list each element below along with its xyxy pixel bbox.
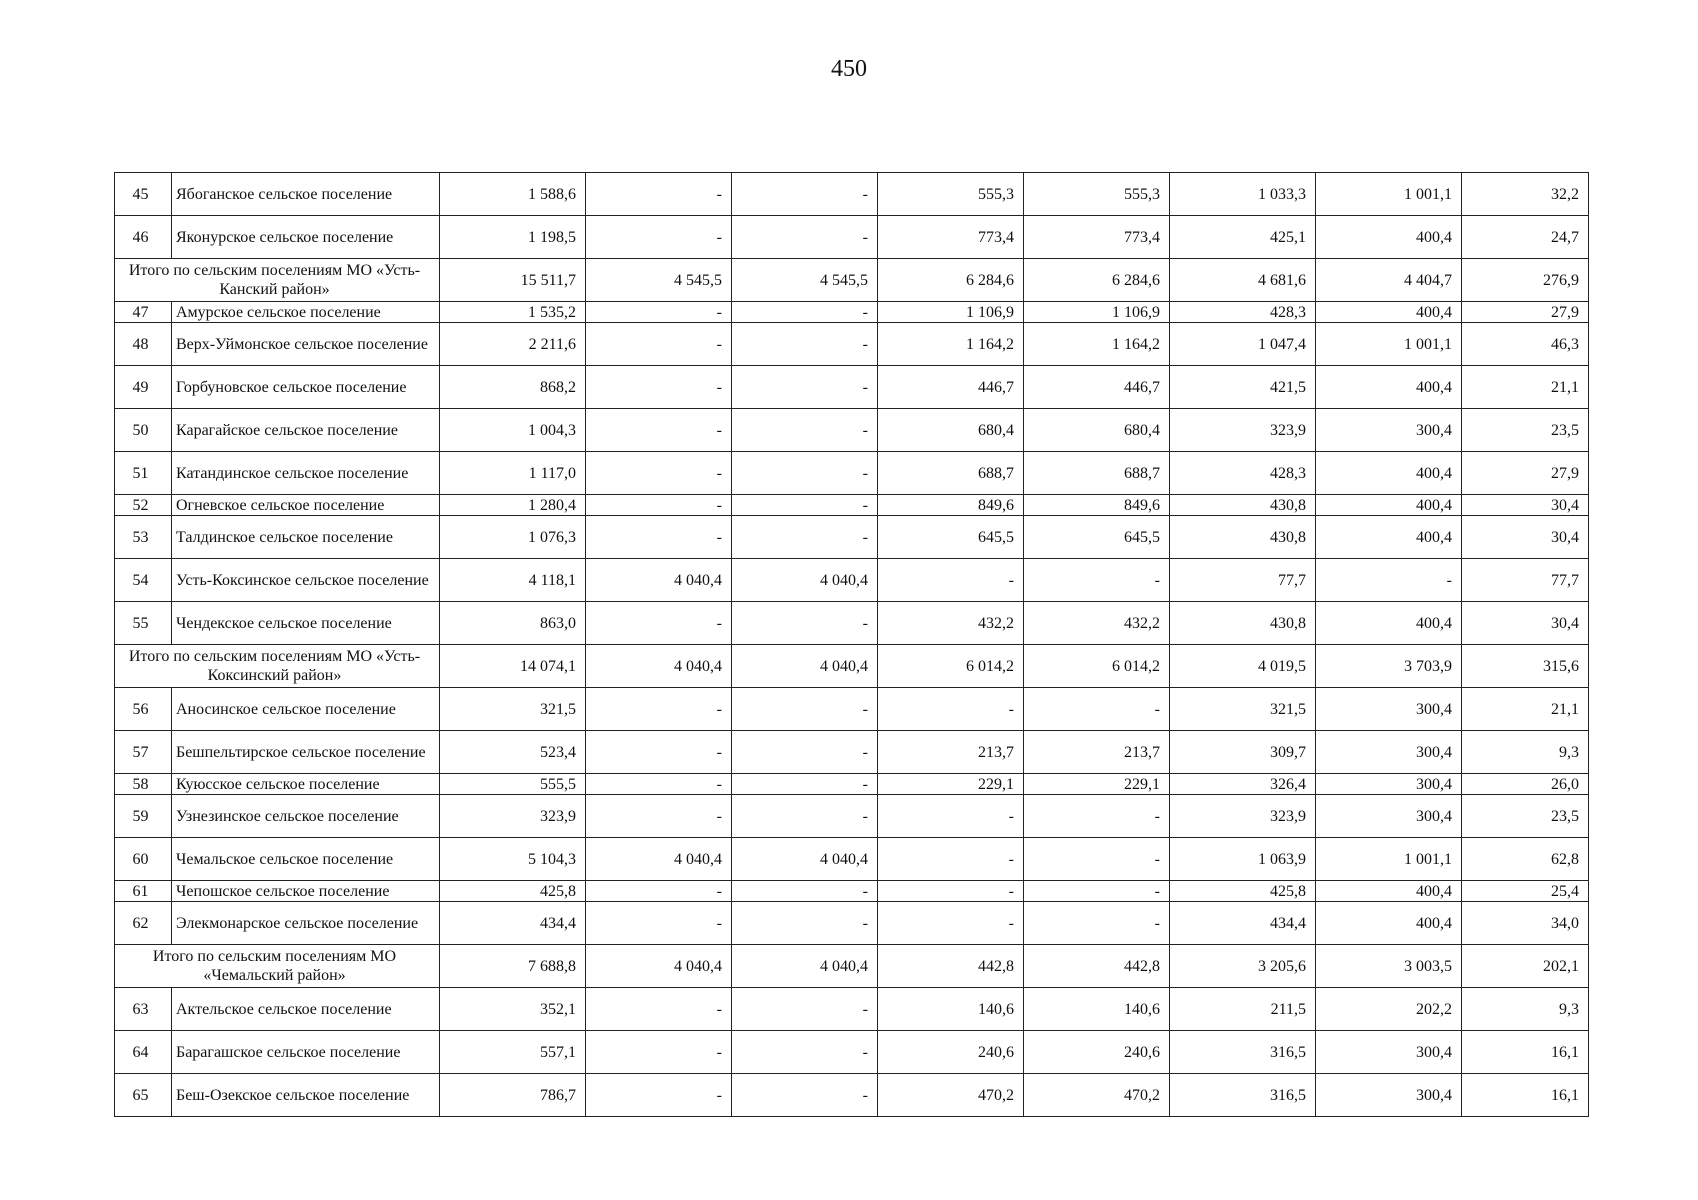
row-number: 62 — [115, 902, 172, 945]
value-cell-2: 4 040,4 — [586, 559, 732, 602]
value-cell-7: 400,4 — [1316, 602, 1462, 645]
value-cell-4: 688,7 — [878, 452, 1024, 495]
value-cell-5: - — [1024, 881, 1170, 902]
value-cell-4: - — [878, 688, 1024, 731]
value-cell-6: 316,5 — [1170, 1031, 1316, 1074]
value-cell-5: 240,6 — [1024, 1031, 1170, 1074]
value-cell-4: 6 014,2 — [878, 645, 1024, 688]
value-cell-2: - — [586, 688, 732, 731]
value-cell-7: 400,4 — [1316, 452, 1462, 495]
table-row — [115, 409, 1589, 452]
value-cell-6: 323,9 — [1170, 409, 1316, 452]
value-cell-6: 1 033,3 — [1170, 173, 1316, 216]
value-cell-3: - — [732, 173, 878, 216]
value-cell-5: - — [1024, 795, 1170, 838]
page-number: 450 — [831, 56, 867, 82]
value-cell-7: 300,4 — [1316, 774, 1462, 795]
value-cell-2: 4 040,4 — [586, 945, 732, 988]
settlement-name: Аносинское сельское поселение — [172, 688, 440, 731]
value-cell-8: 25,4 — [1462, 881, 1589, 902]
value-cell-3: 4 040,4 — [732, 645, 878, 688]
value-cell-1: 7 688,8 — [440, 945, 586, 988]
value-cell-3: - — [732, 988, 878, 1031]
value-cell-7: 400,4 — [1316, 881, 1462, 902]
table-row — [115, 302, 1589, 323]
value-cell-8: 315,6 — [1462, 645, 1589, 688]
value-cell-2: - — [586, 988, 732, 1031]
row-number: 65 — [115, 1074, 172, 1117]
row-number: 64 — [115, 1031, 172, 1074]
value-cell-7: 4 404,7 — [1316, 259, 1462, 302]
value-cell-5: 849,6 — [1024, 495, 1170, 516]
value-cell-1: 14 074,1 — [440, 645, 586, 688]
budget-table — [114, 172, 1589, 1117]
value-cell-2: - — [586, 795, 732, 838]
value-cell-2: - — [586, 409, 732, 452]
value-cell-6: 428,3 — [1170, 302, 1316, 323]
value-cell-3: - — [732, 881, 878, 902]
value-cell-7: 1 001,1 — [1316, 323, 1462, 366]
value-cell-5: - — [1024, 688, 1170, 731]
value-cell-8: 30,4 — [1462, 516, 1589, 559]
row-number: 57 — [115, 731, 172, 774]
value-cell-5: - — [1024, 559, 1170, 602]
value-cell-1: 323,9 — [440, 795, 586, 838]
value-cell-7: 300,4 — [1316, 1074, 1462, 1117]
value-cell-8: 16,1 — [1462, 1074, 1589, 1117]
value-cell-3: - — [732, 323, 878, 366]
value-cell-4: 849,6 — [878, 495, 1024, 516]
value-cell-4: - — [878, 795, 1024, 838]
value-cell-7: 300,4 — [1316, 409, 1462, 452]
table-row — [115, 731, 1589, 774]
value-cell-1: 4 118,1 — [440, 559, 586, 602]
value-cell-7: 1 001,1 — [1316, 838, 1462, 881]
row-number: 63 — [115, 988, 172, 1031]
value-cell-2: - — [586, 774, 732, 795]
settlement-name: Чемальское сельское поселение — [172, 838, 440, 881]
value-cell-6: 430,8 — [1170, 602, 1316, 645]
settlement-name: Барагашское сельское поселение — [172, 1031, 440, 1074]
value-cell-3: - — [732, 216, 878, 259]
value-cell-5: 6 014,2 — [1024, 645, 1170, 688]
value-cell-4: 140,6 — [878, 988, 1024, 1031]
value-cell-3: - — [732, 688, 878, 731]
table-row — [115, 559, 1589, 602]
row-number: 47 — [115, 302, 172, 323]
table-row — [115, 774, 1589, 795]
value-cell-3: - — [732, 602, 878, 645]
table-row — [115, 452, 1589, 495]
value-cell-6: 309,7 — [1170, 731, 1316, 774]
value-cell-2: - — [586, 902, 732, 945]
value-cell-5: 229,1 — [1024, 774, 1170, 795]
row-number: 58 — [115, 774, 172, 795]
value-cell-8: 27,9 — [1462, 302, 1589, 323]
value-cell-4: 442,8 — [878, 945, 1024, 988]
value-cell-2: - — [586, 366, 732, 409]
value-cell-2: 4 040,4 — [586, 838, 732, 881]
value-cell-2: 4 545,5 — [586, 259, 732, 302]
value-cell-4: - — [878, 838, 1024, 881]
value-cell-6: 1 047,4 — [1170, 323, 1316, 366]
settlement-name: Горбуновское сельское поселение — [172, 366, 440, 409]
value-cell-7: 400,4 — [1316, 516, 1462, 559]
table-row — [115, 516, 1589, 559]
row-number: 50 — [115, 409, 172, 452]
value-cell-6: 4 681,6 — [1170, 259, 1316, 302]
value-cell-3: - — [732, 731, 878, 774]
value-cell-6: 211,5 — [1170, 988, 1316, 1031]
value-cell-8: 16,1 — [1462, 1031, 1589, 1074]
value-cell-2: - — [586, 452, 732, 495]
value-cell-8: 34,0 — [1462, 902, 1589, 945]
settlement-name: Чендекское сельское поселение — [172, 602, 440, 645]
table-row — [115, 838, 1589, 881]
value-cell-7: 300,4 — [1316, 795, 1462, 838]
value-cell-5: 680,4 — [1024, 409, 1170, 452]
table-row — [115, 688, 1589, 731]
value-cell-4: 645,5 — [878, 516, 1024, 559]
row-number: 51 — [115, 452, 172, 495]
settlement-name: Бешпельтирское сельское поселение — [172, 731, 440, 774]
value-cell-8: 24,7 — [1462, 216, 1589, 259]
table-row — [115, 988, 1589, 1031]
value-cell-5: 213,7 — [1024, 731, 1170, 774]
value-cell-1: 1 588,6 — [440, 173, 586, 216]
value-cell-4: 6 284,6 — [878, 259, 1024, 302]
value-cell-6: 4 019,5 — [1170, 645, 1316, 688]
value-cell-4: 240,6 — [878, 1031, 1024, 1074]
table-row — [115, 323, 1589, 366]
value-cell-2: - — [586, 302, 732, 323]
row-number: 48 — [115, 323, 172, 366]
value-cell-6: 316,5 — [1170, 1074, 1316, 1117]
value-cell-3: - — [732, 409, 878, 452]
value-cell-3: - — [732, 452, 878, 495]
table-row — [115, 1031, 1589, 1074]
value-cell-6: 323,9 — [1170, 795, 1316, 838]
value-cell-4: - — [878, 902, 1024, 945]
value-cell-5: 6 284,6 — [1024, 259, 1170, 302]
settlement-name: Яконурское сельское поселение — [172, 216, 440, 259]
settlement-name: Элекмонарское сельское поселение — [172, 902, 440, 945]
table-row — [115, 902, 1589, 945]
value-cell-1: 523,4 — [440, 731, 586, 774]
value-cell-4: 1 164,2 — [878, 323, 1024, 366]
value-cell-8: 32,2 — [1462, 173, 1589, 216]
settlement-name: Беш-Озекское сельское поселение — [172, 1074, 440, 1117]
value-cell-8: 30,4 — [1462, 602, 1589, 645]
value-cell-5: - — [1024, 838, 1170, 881]
value-cell-7: 400,4 — [1316, 366, 1462, 409]
value-cell-4: - — [878, 881, 1024, 902]
row-number: 61 — [115, 881, 172, 902]
value-cell-3: - — [732, 302, 878, 323]
value-cell-2: 4 040,4 — [586, 645, 732, 688]
value-cell-5: 446,7 — [1024, 366, 1170, 409]
row-number: 52 — [115, 495, 172, 516]
value-cell-1: 352,1 — [440, 988, 586, 1031]
row-number: 54 — [115, 559, 172, 602]
settlement-name: Узнезинское сельское поселение — [172, 795, 440, 838]
value-cell-2: - — [586, 731, 732, 774]
value-cell-5: 442,8 — [1024, 945, 1170, 988]
value-cell-2: - — [586, 216, 732, 259]
value-cell-6: 421,5 — [1170, 366, 1316, 409]
table-row — [115, 602, 1589, 645]
value-cell-5: 688,7 — [1024, 452, 1170, 495]
value-cell-3: - — [732, 366, 878, 409]
value-cell-1: 1 535,2 — [440, 302, 586, 323]
value-cell-6: 1 063,9 — [1170, 838, 1316, 881]
value-cell-4: 1 106,9 — [878, 302, 1024, 323]
value-cell-6: 430,8 — [1170, 516, 1316, 559]
value-cell-3: - — [732, 774, 878, 795]
value-cell-3: - — [732, 495, 878, 516]
value-cell-4: 773,4 — [878, 216, 1024, 259]
value-cell-4: 213,7 — [878, 731, 1024, 774]
total-row — [115, 259, 1589, 302]
value-cell-5: 432,2 — [1024, 602, 1170, 645]
settlement-name: Огневское сельское поселение — [172, 495, 440, 516]
total-label: Итого по сельским поселениям МО «Усть-Канский район» — [115, 259, 440, 302]
value-cell-1: 786,7 — [440, 1074, 586, 1117]
value-cell-2: - — [586, 1074, 732, 1117]
value-cell-4: 470,2 — [878, 1074, 1024, 1117]
value-cell-1: 1 076,3 — [440, 516, 586, 559]
total-row — [115, 945, 1589, 988]
value-cell-1: 1 280,4 — [440, 495, 586, 516]
value-cell-4: 680,4 — [878, 409, 1024, 452]
value-cell-4: 555,3 — [878, 173, 1024, 216]
value-cell-8: 23,5 — [1462, 795, 1589, 838]
table-row — [115, 366, 1589, 409]
value-cell-5: 645,5 — [1024, 516, 1170, 559]
value-cell-3: - — [732, 516, 878, 559]
value-cell-6: 425,8 — [1170, 881, 1316, 902]
value-cell-1: 2 211,6 — [440, 323, 586, 366]
value-cell-8: 202,1 — [1462, 945, 1589, 988]
value-cell-6: 77,7 — [1170, 559, 1316, 602]
value-cell-1: 434,4 — [440, 902, 586, 945]
value-cell-1: 425,8 — [440, 881, 586, 902]
value-cell-3: 4 040,4 — [732, 838, 878, 881]
value-cell-2: - — [586, 1031, 732, 1074]
value-cell-6: 326,4 — [1170, 774, 1316, 795]
value-cell-8: 21,1 — [1462, 688, 1589, 731]
value-cell-1: 321,5 — [440, 688, 586, 731]
settlement-name: Актельское сельское поселение — [172, 988, 440, 1031]
value-cell-7: 300,4 — [1316, 688, 1462, 731]
value-cell-1: 1 004,3 — [440, 409, 586, 452]
value-cell-4: - — [878, 559, 1024, 602]
settlement-name: Катандинское сельское поселение — [172, 452, 440, 495]
value-cell-4: 432,2 — [878, 602, 1024, 645]
row-number: 60 — [115, 838, 172, 881]
value-cell-1: 5 104,3 — [440, 838, 586, 881]
value-cell-4: 446,7 — [878, 366, 1024, 409]
value-cell-8: 21,1 — [1462, 366, 1589, 409]
value-cell-5: 140,6 — [1024, 988, 1170, 1031]
value-cell-8: 62,8 — [1462, 838, 1589, 881]
value-cell-7: 3 003,5 — [1316, 945, 1462, 988]
row-number: 53 — [115, 516, 172, 559]
value-cell-6: 428,3 — [1170, 452, 1316, 495]
value-cell-1: 1 117,0 — [440, 452, 586, 495]
table-row — [115, 795, 1589, 838]
value-cell-2: - — [586, 602, 732, 645]
value-cell-2: - — [586, 173, 732, 216]
total-label: Итого по сельским поселениям МО «Чемальский район» — [115, 945, 440, 988]
settlement-name: Куюсское сельское поселение — [172, 774, 440, 795]
value-cell-8: 30,4 — [1462, 495, 1589, 516]
value-cell-8: 9,3 — [1462, 988, 1589, 1031]
settlement-name: Ябоганское сельское поселение — [172, 173, 440, 216]
value-cell-5: 470,2 — [1024, 1074, 1170, 1117]
settlement-name: Верх-Уймонское сельское поселение — [172, 323, 440, 366]
value-cell-7: 300,4 — [1316, 1031, 1462, 1074]
value-cell-7: 400,4 — [1316, 495, 1462, 516]
value-cell-1: 555,5 — [440, 774, 586, 795]
value-cell-7: 300,4 — [1316, 731, 1462, 774]
settlement-name: Усть-Коксинское сельское поселение — [172, 559, 440, 602]
total-label: Итого по сельским поселениям МО «Усть-Коксинский район» — [115, 645, 440, 688]
value-cell-3: 4 040,4 — [732, 559, 878, 602]
value-cell-5: 1 164,2 — [1024, 323, 1170, 366]
value-cell-7: 400,4 — [1316, 902, 1462, 945]
row-number: 46 — [115, 216, 172, 259]
value-cell-3: - — [732, 902, 878, 945]
value-cell-5: 1 106,9 — [1024, 302, 1170, 323]
table-row — [115, 495, 1589, 516]
table-row — [115, 1074, 1589, 1117]
value-cell-5: - — [1024, 902, 1170, 945]
value-cell-7: 400,4 — [1316, 216, 1462, 259]
settlement-name: Карагайское сельское поселение — [172, 409, 440, 452]
settlement-name: Талдинское сельское поселение — [172, 516, 440, 559]
value-cell-7: - — [1316, 559, 1462, 602]
value-cell-3: 4 040,4 — [732, 945, 878, 988]
value-cell-3: 4 545,5 — [732, 259, 878, 302]
row-number: 49 — [115, 366, 172, 409]
value-cell-7: 1 001,1 — [1316, 173, 1462, 216]
total-row — [115, 645, 1589, 688]
value-cell-2: - — [586, 516, 732, 559]
value-cell-7: 202,2 — [1316, 988, 1462, 1031]
value-cell-8: 276,9 — [1462, 259, 1589, 302]
value-cell-2: - — [586, 323, 732, 366]
table-row — [115, 881, 1589, 902]
value-cell-6: 434,4 — [1170, 902, 1316, 945]
value-cell-8: 77,7 — [1462, 559, 1589, 602]
value-cell-6: 425,1 — [1170, 216, 1316, 259]
value-cell-8: 9,3 — [1462, 731, 1589, 774]
value-cell-3: - — [732, 795, 878, 838]
value-cell-3: - — [732, 1074, 878, 1117]
value-cell-4: 229,1 — [878, 774, 1024, 795]
value-cell-6: 321,5 — [1170, 688, 1316, 731]
value-cell-2: - — [586, 881, 732, 902]
value-cell-5: 773,4 — [1024, 216, 1170, 259]
row-number: 56 — [115, 688, 172, 731]
row-number: 59 — [115, 795, 172, 838]
row-number: 45 — [115, 173, 172, 216]
value-cell-1: 557,1 — [440, 1031, 586, 1074]
value-cell-8: 27,9 — [1462, 452, 1589, 495]
table-row — [115, 173, 1589, 216]
value-cell-1: 1 198,5 — [440, 216, 586, 259]
value-cell-6: 3 205,6 — [1170, 945, 1316, 988]
value-cell-3: - — [732, 1031, 878, 1074]
value-cell-8: 23,5 — [1462, 409, 1589, 452]
settlement-name: Чепошское сельское поселение — [172, 881, 440, 902]
value-cell-8: 46,3 — [1462, 323, 1589, 366]
table-row — [115, 216, 1589, 259]
value-cell-1: 863,0 — [440, 602, 586, 645]
row-number: 55 — [115, 602, 172, 645]
value-cell-7: 400,4 — [1316, 302, 1462, 323]
value-cell-1: 868,2 — [440, 366, 586, 409]
value-cell-6: 430,8 — [1170, 495, 1316, 516]
value-cell-8: 26,0 — [1462, 774, 1589, 795]
settlement-name: Амурское сельское поселение — [172, 302, 440, 323]
value-cell-7: 3 703,9 — [1316, 645, 1462, 688]
value-cell-5: 555,3 — [1024, 173, 1170, 216]
value-cell-2: - — [586, 495, 732, 516]
value-cell-1: 15 511,7 — [440, 259, 586, 302]
table-body — [115, 173, 1589, 1117]
